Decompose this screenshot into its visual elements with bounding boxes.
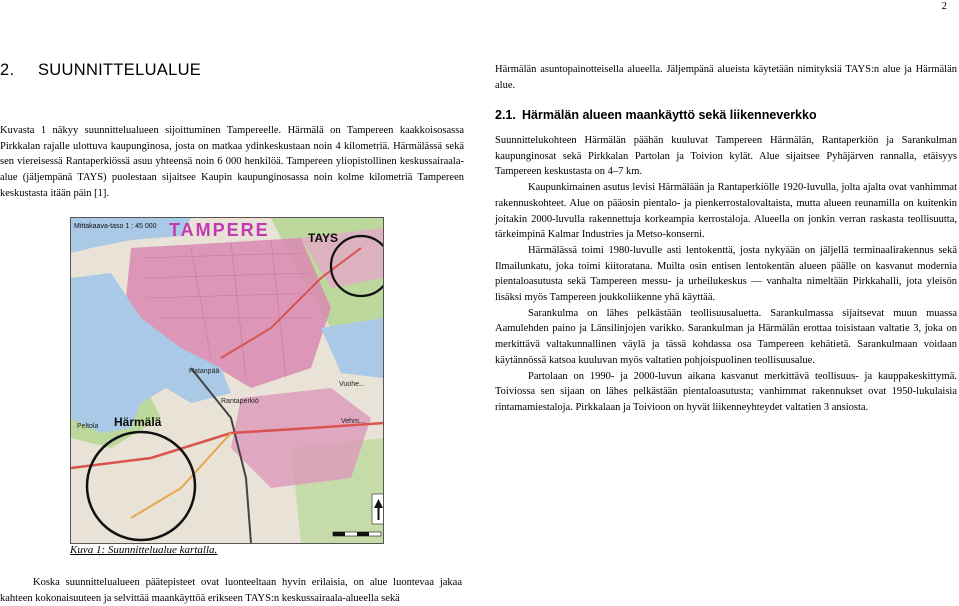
map-place-peltola: Peltola bbox=[77, 423, 99, 430]
right-paragraph: Partolaan on 1990- ja 2000-luvun aikana kasvanut merkittävä teollisuus- ja kauppakeskittymä. Toiviossa sen sijaan on lähes pelkästään pientaloasutusta; vanhimmat rakennukset ovat 1950-lukulaisia rintamamiestaloja. Pirkkalaan ja Toivioon on hyvät liikenneyhteydet valtatien 3 ansiosta. bbox=[495, 370, 957, 413]
section-title: SUUNNITTELUALUE bbox=[38, 61, 202, 79]
right-column-body bbox=[495, 133, 957, 416]
map-label-harmala: Härmälä bbox=[114, 415, 162, 429]
scale-bar bbox=[333, 532, 381, 536]
right-paragraph: Kaupunkimainen asutus levisi Härmälään ja Rantaperkiölle 1920-luvulla, jolta ajalta ovat vanhimmat rakennuskohteet. Alue on pääosin pientalo- ja pienkerrostalovaltaista, mutta alueen reunamilla on kuitenkin joitakin 2000-luvulla rakennettuja korkeampia kerrostaloja. Alueella on jonkin verran raskasta teollisuutta, tärkeimpinä Kalmar Industries ja Metso-konserni. bbox=[495, 182, 957, 241]
bottom-paragraph: Koska suunnittelualueen päätepisteet ovat luonteeltaan hyvin erilaisia, on alue luontevaa jakaa kahteen kokonaisuuteen ja selvittää maankäyttöä erikseen TAYS:n keskussairaala-alueella sekä bbox=[0, 577, 462, 604]
map-city-label: TAMPERE bbox=[169, 220, 270, 240]
right-paragraph: Suunnittelukohteen Härmälän päähän kuuluvat Tampereen Härmälän, Rantaperkiön ja Sarankulman kaupunginosat sekä Pirkkalan Partolan ja Toivion kylät. Alue sijaitsee Pyhäjärven rannalla, etäisyys Tampereen keskustasta on 4–7 km. bbox=[495, 135, 957, 178]
north-arrow-icon bbox=[372, 494, 383, 524]
right-intro-paragraph: Härmälän asuntopainotteisella alueella. Jäljempänä alueista käytetään nimityksiä TAYS:n alue ja Härmälän alue. bbox=[495, 64, 957, 91]
page-number: 2 bbox=[941, 0, 947, 12]
left-paragraph: Kuvasta 1 näkyy suunnittelualueen sijoittuminen Tampereelle. Härmälä on Tampereen kaakkoisosassa Pirkkalan rajalle ulottuva kaupunginosa, josta on matkaa ydinkeskustaan noin 4 kilometriä. Härmälässä sekä sen viereisessä Rantaperkiössä asuu yhteensä noin 6 000 henkilöä. Tampereen yliopistollinen keskussairaala-alue (jäljempänä TAYS) puolestaan sijaitsee Kaupin kaupunginosassa noin kolme kilometriä Tampereen keskustasta itään päin [1]. bbox=[0, 125, 464, 199]
right-paragraph: Sarankulma on lähes pelkästään teollisuusaluetta. Sarankulmassa sijaitsevat muun muassa Aamulehden paino ja Länsilinjojen varikko. Sarankulman ja Härmälän erottaa toisistaan valtatie 3, joka on merkittävä valtakunnallinen väylä ja tässä kohdassa osa Tampereen kehätietä. Sarankulmaan voidaan käytännössä katsoa kuuluvan myös valtatien pohjoispuolinen teollisuusalue. bbox=[495, 307, 957, 366]
subsection-title: Härmälän alueen maankäyttö sekä liikenneverkko bbox=[522, 108, 817, 122]
map-place-hatanpaa: Hatanpää bbox=[189, 368, 220, 375]
map-scale-text: Mittakaava-taso 1 : 45 000 bbox=[74, 223, 157, 230]
section-heading bbox=[0, 61, 201, 80]
map-label-tays: TAYS bbox=[308, 231, 339, 245]
section-number: 2. bbox=[0, 61, 15, 79]
subsection-number: 2.1. bbox=[495, 108, 516, 122]
subsection-heading bbox=[495, 108, 817, 122]
map-place-vehmainen: Vehm... bbox=[341, 418, 365, 425]
map-place-vuohenoja: Vuohe... bbox=[339, 381, 365, 388]
right-paragraph: Härmälässä toimi 1980-luvulle asti lentokenttä, josta nykyään on jäljellä terminaalirakennus sekä Ilmailunkatu, joka toimi kiitoratana. Muilta osin entisen lentokentän alueen päälle on kasvanut modernia pientaloasutusta sekä Tampereen messu- ja urheilukeskus — vanhalta nimeltään Pirkkahalli, jota yleisön lisäksi myös Tampereen joukkoliikenne yhä käyttää. bbox=[495, 244, 957, 304]
map-place-rantaperkio: Rantaperkiö bbox=[221, 398, 259, 405]
location-map bbox=[70, 217, 384, 544]
map-graphic bbox=[71, 218, 383, 543]
figure-caption: Kuva 1: Suunnittelualue kartalla. bbox=[70, 544, 218, 556]
